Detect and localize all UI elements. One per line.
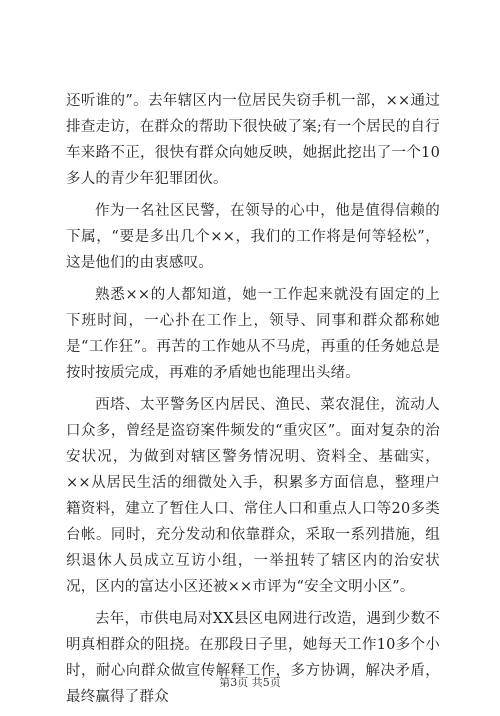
paragraph-3: 熟悉××的人都知道，她一工作起来就没有固定的上下班时间，一心扑在工作上，领导、同事和群众都称她是“工作狂”。再苦的工作她从不马虎，再重的任务她总是按时按质完成，再难的矛盾她也能理出头绪。 bbox=[66, 287, 440, 381]
document-body bbox=[66, 88, 440, 716]
paragraph-1: 还听谁的”。去年辖区内一位居民失窃手机一部，××通过排查走访，在群众的帮助下很快破了案;有一个居民的自行车来路不正，很快有群众向她反映，她据此挖出了一个10多人的青少年犯罪团伙。 bbox=[66, 93, 440, 187]
paragraph-2: 作为一名社区民警，在领导的心中，他是值得信赖的下属，“要是多出几个××，我们的工作将是何等轻松”，这是他们的由衷感叹。 bbox=[66, 203, 440, 271]
page-footer: 第3页 共5页 bbox=[219, 676, 281, 689]
paragraph-4: 西塔、太平警务区内居民、渔民、菜农混住，流动人口众多，曾经是盗窃案件频发的“重灾区”。面对复杂的治安状况，为做到对辖区警务情况明、资料全、基础实，××从居民生活的细微处入手，积累多方面信息，整理户籍资料，建立了暂住人口、常住人口和重点人口等20多类台帐。同时，充分发动和依靠群众，采取一系列措施，组织退休人员成立互访小组，一举扭转了辖区内的治安状况，区内的富达小区还被××市评为“安全文明小区”。 bbox=[66, 397, 440, 595]
paragraph-5: 去年，市供电局对XX县区电网进行改造，遇到少数不明真相群众的阻挠。在那段日子里，她每天工作10多个小时，耐心向群众做宣传解释工作，多方协调，解决矛盾，最终赢得了群众 bbox=[66, 611, 440, 705]
